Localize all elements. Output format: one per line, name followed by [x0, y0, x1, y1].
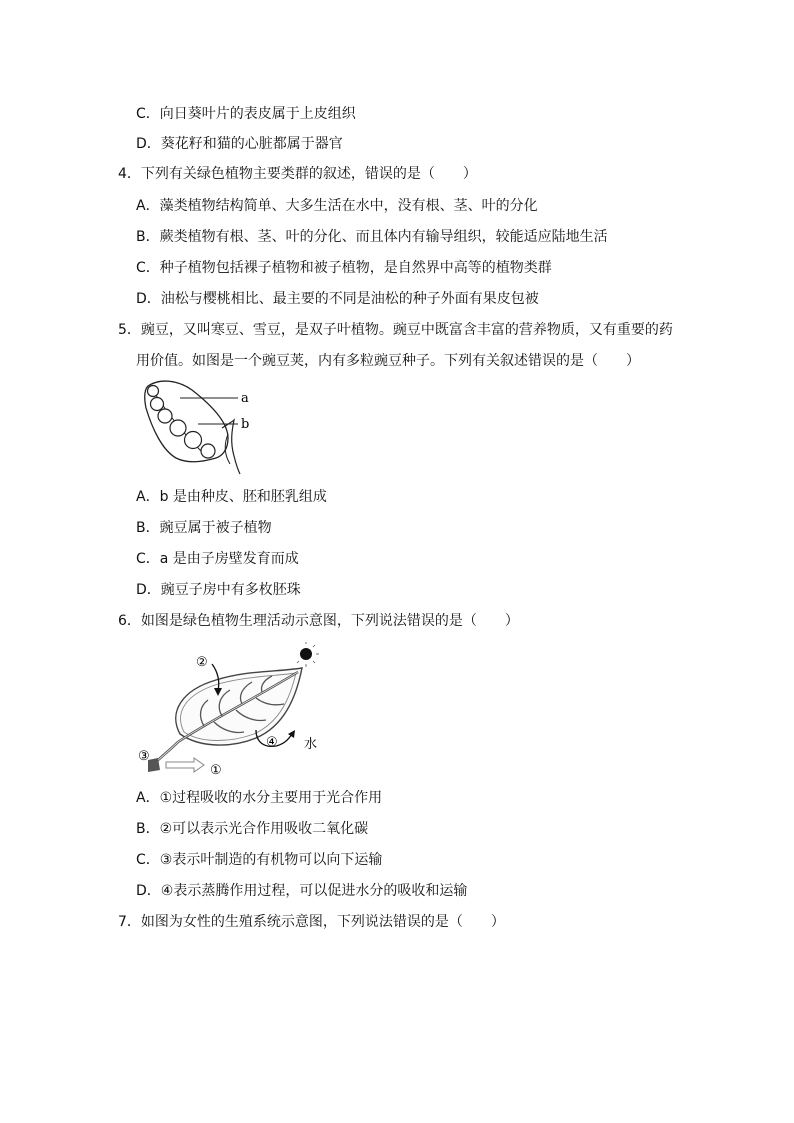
q7-stem: 7．如图为女性的生殖系统示意图，下列说法错误的是（ ） — [118, 914, 505, 930]
q6-option-a: A．①过程吸收的水分主要用于光合作用 — [136, 790, 383, 806]
pea-seed — [158, 409, 172, 423]
label-1: ① — [210, 763, 222, 778]
stem-base — [148, 758, 160, 772]
label-2: ② — [196, 655, 208, 670]
q6-option-c: C．③表示叶制造的有机物可以向下运输 — [136, 852, 383, 868]
label-b: b — [241, 417, 250, 432]
q6-option-d: D．④表示蒸腾作用过程，可以促进水分的吸收和运输 — [136, 883, 468, 899]
q5-option-c: C．a 是由子房壁发育而成 — [136, 551, 299, 567]
pea-seed — [201, 444, 215, 458]
q4-option-c: C．种子植物包括裸子植物和被子植物，是自然界中高等的植物类群 — [136, 260, 552, 276]
q4-option-d: D．油松与樱桃相比、最主要的不同是油松的种子外面有果皮包被 — [136, 291, 539, 307]
arrow-1 — [166, 758, 204, 772]
q3-option-c: C．向日葵叶片的表皮属于上皮组织 — [136, 106, 356, 122]
q5-stem-line-1: 5．豌豆，又叫寒豆、雪豆，是双子叶植物。豌豆中既富含丰富的营养物质，又有重要的药 — [118, 322, 673, 338]
pod-stalk — [222, 420, 240, 474]
pea-seed — [170, 420, 186, 436]
pea-seed — [185, 432, 202, 449]
q3-option-d: D．葵花籽和猫的心脏都属于器官 — [136, 136, 343, 152]
q4-option-a: A．藻类植物结构简单、大多生活在水中，没有根、茎、叶的分化 — [136, 198, 538, 214]
pea-seed — [148, 386, 159, 397]
q5-stem-line-2: 用价值。如图是一个豌豆荚，内有多粒豌豆种子。下列有关叙述错误的是（ ） — [136, 353, 640, 369]
pea-seed — [151, 398, 164, 411]
q6-option-b: B．②可以表示光合作用吸收二氧化碳 — [136, 821, 369, 837]
sun-icon — [300, 648, 312, 660]
pea-pod-figure — [140, 378, 260, 478]
q4-option-b: B．蕨类植物有根、茎、叶的分化、而且体内有输导组织，较能适应陆地生活 — [136, 229, 608, 245]
label-a: a — [241, 391, 249, 406]
q6-stem: 6．如图是绿色植物生理活动示意图，下列说法错误的是（ ） — [118, 613, 519, 629]
label-3: ③ — [138, 749, 150, 764]
leaf-physiology-figure — [138, 642, 338, 782]
q5-option-b: B．豌豆属于被子植物 — [136, 520, 272, 536]
label-4: ④ — [266, 735, 278, 750]
q4-stem: 4．下列有关绿色植物主要类群的叙述，错误的是（ ） — [118, 166, 477, 182]
q5-option-a: A．b 是由种皮、胚和胚乳组成 — [136, 489, 327, 505]
label-water: 水 — [304, 737, 318, 752]
q5-option-d: D．豌豆子房中有多枚胚珠 — [136, 582, 301, 598]
